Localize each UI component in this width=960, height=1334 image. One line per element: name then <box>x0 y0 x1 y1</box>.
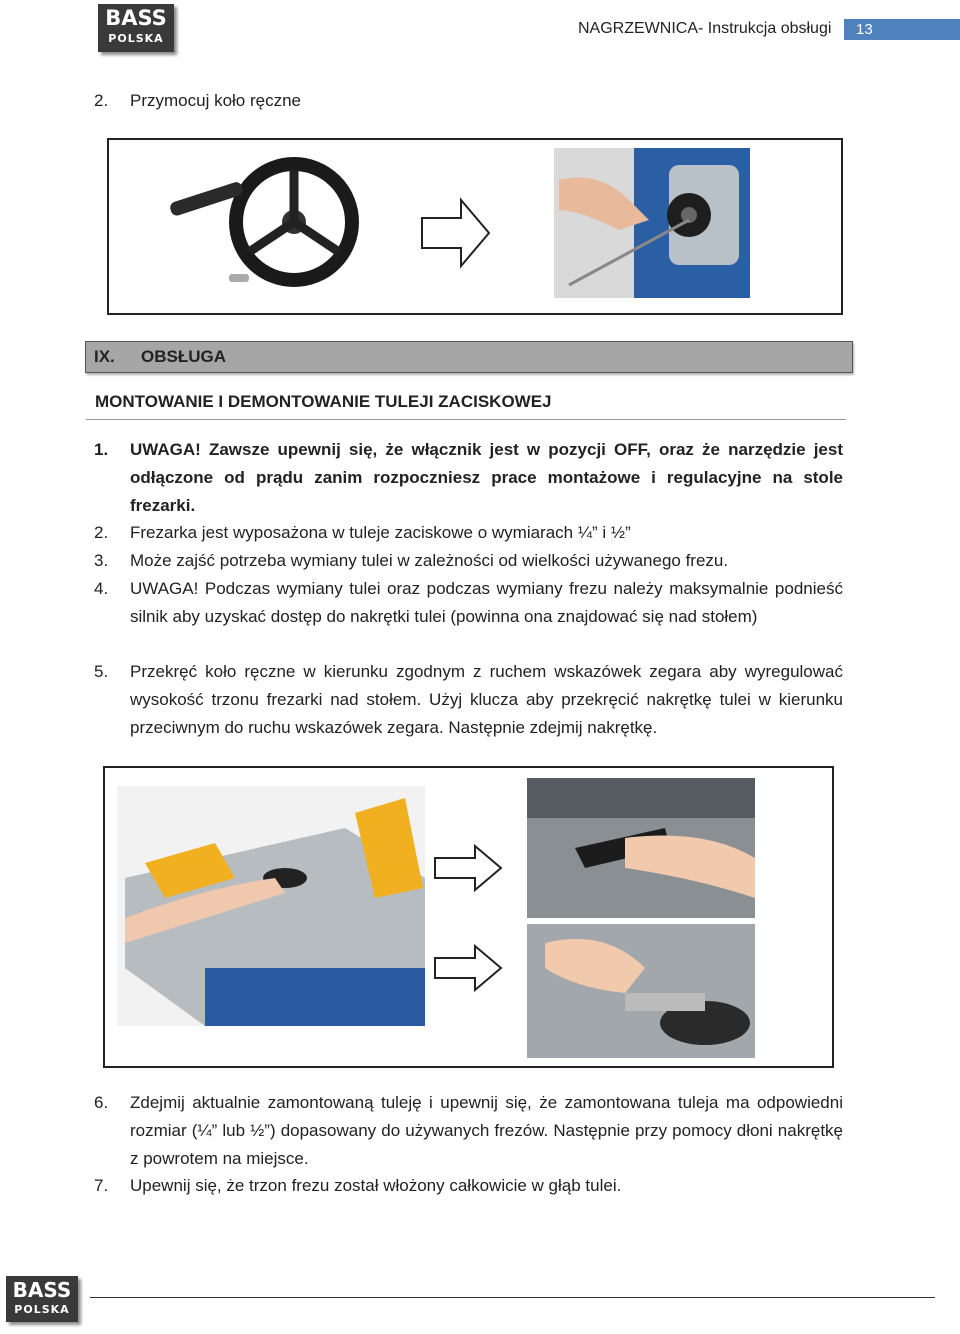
document-title: NAGRZEWNICA- Instrukcja obsługi <box>578 20 832 37</box>
subheading: MONTOWANIE I DEMONTOWANIE TULEJI ZACISKOWEJ <box>95 392 552 411</box>
arrow-right-icon <box>435 846 501 890</box>
section-number: IX. <box>94 347 115 366</box>
subheading-divider <box>86 419 846 420</box>
step-text: Przymocuj koło ręczne <box>130 91 302 110</box>
collet-removal-figure <box>103 766 834 1068</box>
brand-logo: BASS POLSKA <box>98 4 174 52</box>
wrench-photo <box>527 778 755 918</box>
footer-logo: BASS POLSKA <box>6 1276 78 1322</box>
list-item: Frezarka jest wyposażona w tuleje zaciskowe o wymiarach ¼” i ½” <box>130 523 631 542</box>
collet-removal-illustration <box>105 768 832 1066</box>
arrow-right-icon <box>422 200 489 266</box>
section-header <box>85 341 853 373</box>
list-item: UWAGA! Podczas wymiany tulei oraz podczas wymiany frezu należy maksymalnie podnieść silnik aby uzyskać dostęp do nakrętki tulei (powinna ona znajdować się nad stołem) <box>130 579 843 626</box>
handwheel-figure <box>107 138 843 315</box>
list-item: Upewnij się, że trzon frezu został włożony całkowicie w głąb tulei. <box>130 1176 622 1195</box>
list-item-number: 4. <box>94 579 109 598</box>
list-item: Może zajść potrzeba wymiany tulei w zależności od wielkości używanego frezu. <box>130 551 729 570</box>
list-item: Przekręć koło ręczne w kierunku zgodnym z ruchem wskazówek zegara aby wyregulować wysokość trzonu frezarki nad stołem. Użyj klucza aby przekręcić nakrętkę tulei w kierunku przeciwnym do ruchu wskazówek zegara. Następnie zdejmij nakrętkę. <box>130 662 843 737</box>
mounting-photo <box>554 148 750 298</box>
list-item-number: 6. <box>94 1093 109 1112</box>
section-title: OBSŁUGA <box>141 347 226 366</box>
page-number: 13 <box>844 19 960 40</box>
list-item: Zdejmij aktualnie zamontowaną tuleję i upewnij się, że zamontowana tuleja ma odpowiedni rozmiar (¼” lub ½”) dopasowany do używanych frezów. Następnie przy pomocy dłoni nakrętkę z powrotem na miejsce. <box>130 1093 843 1168</box>
list-item-number: 7. <box>94 1176 109 1195</box>
footer-divider <box>90 1297 935 1298</box>
router-table-photo <box>117 786 425 1026</box>
collet-nut-photo <box>527 924 755 1058</box>
list-item-number: 3. <box>94 551 109 570</box>
list-item-number: 1. <box>94 440 109 459</box>
list-item: UWAGA! Zawsze upewnij się, że włącznik jest w pozycji OFF, oraz że narzędzie jest odłączone od prądu zanim rozpoczniesz prace montażowe i regulacyjne na stole frezarki. <box>130 440 843 515</box>
list-item-number: 2. <box>94 523 109 542</box>
list-item-number: 5. <box>94 662 109 681</box>
handwheel-illustration <box>109 140 841 313</box>
step-number: 2. <box>94 91 109 110</box>
arrow-right-icon <box>435 946 501 990</box>
handwheel-icon <box>169 164 352 282</box>
